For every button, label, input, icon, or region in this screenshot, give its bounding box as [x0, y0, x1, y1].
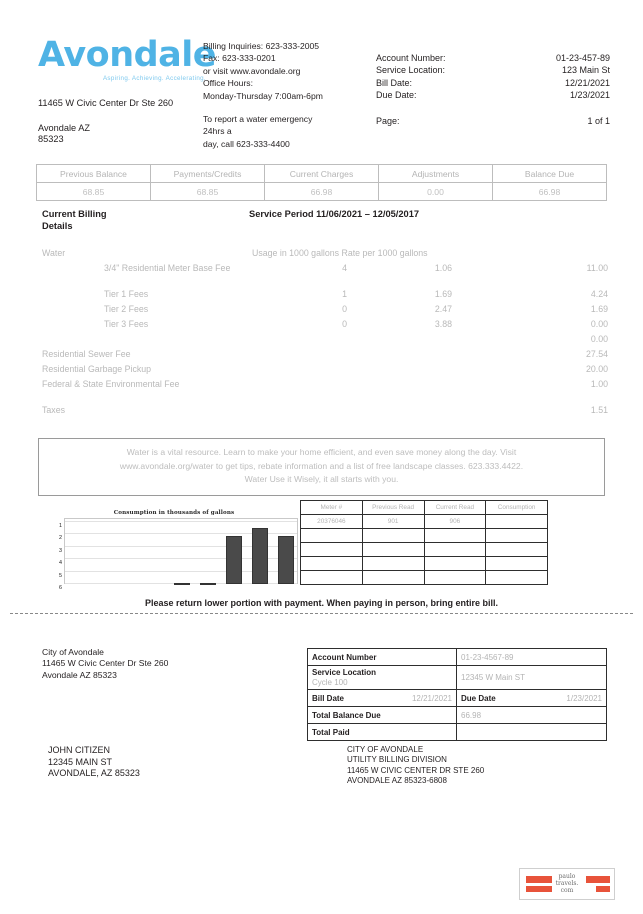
summary-header-balance-due: Balance Due: [493, 165, 607, 183]
consumption-chart: [50, 510, 298, 590]
meter-table-cell: [362, 571, 424, 585]
billing-inquiries-line: Billing Inquiries: 623-333-2005: [203, 41, 320, 51]
service-location-row: [376, 64, 610, 76]
customer-address: [48, 745, 140, 780]
remit-line4: AVONDALE AZ 85323-6808: [347, 776, 447, 786]
stub-row-total-paid: [308, 724, 607, 741]
account-summary-block: [376, 52, 610, 127]
stub-city-address2: Avondale AZ 85323: [42, 669, 117, 680]
due-date-row: [376, 89, 610, 101]
billing-detail-lines: [42, 248, 608, 420]
conservation-message-line1: Water is a vital resource. Learn to make your home efficient, and even save money along the day. Visit: [126, 447, 517, 457]
meter-column-header: Previous Read: [362, 501, 424, 515]
detail-usage: 0: [342, 319, 347, 329]
detail-label: Tier 1 Fees: [104, 289, 149, 299]
stub-row-dates: [308, 690, 607, 707]
detail-label: Tier 3 Fees: [104, 319, 149, 329]
meter-table-row: [301, 557, 548, 571]
chart-y-tick: 1: [59, 523, 62, 529]
summary-header-payments-credits: Payments/Credits: [151, 165, 265, 183]
detail-amount: 27.54: [585, 349, 608, 359]
sender-address-line3: 85323: [38, 134, 64, 144]
detail-row: [42, 319, 608, 334]
office-hours-label: Office Hours:: [203, 78, 253, 89]
stub-bill-date-label: Bill Date: [312, 693, 345, 703]
due-date-value: 1/23/2021: [569, 90, 610, 101]
bill-date-label: Bill Date:: [376, 77, 413, 88]
stub-city-address: [42, 647, 168, 681]
detail-usage: 0: [342, 304, 347, 314]
meter-column-header: Consumption: [486, 501, 548, 515]
detail-amount: 0.00: [590, 319, 608, 329]
stub-service-location-label-text: Service Location: [312, 668, 377, 677]
stub-due-date-cell: [457, 690, 607, 707]
office-hours-value: Monday-Thursday 7:00am-6pm: [203, 90, 323, 101]
detail-amount: 20.00: [585, 364, 608, 374]
chart-y-tick: 6: [59, 585, 62, 591]
chart-y-axis: [50, 524, 64, 590]
stub-due-date-value: 1/23/2021: [566, 693, 602, 703]
chart-bar: [174, 583, 190, 585]
sender-address-line1: 11465 W Civic Center Dr Ste 260: [38, 98, 174, 108]
remit-line1: CITY OF AVONDALE: [347, 745, 424, 754]
stub-city-name: City of Avondale: [42, 647, 104, 657]
meter-table-cell: [486, 515, 548, 529]
meter-table-cell: [424, 557, 486, 571]
paulotravels-watermark: [519, 868, 615, 900]
stub-row-account-number: [308, 649, 607, 666]
meter-table-cell: [424, 571, 486, 585]
summary-header-adjustments: Adjustments: [379, 165, 493, 183]
stub-bill-date-value: 12/21/2021: [411, 693, 452, 703]
emergency-line2: 24hrs a: [203, 126, 232, 137]
meter-table-cell: [424, 543, 486, 557]
watermark-line2: travels.: [555, 880, 579, 887]
bill-date-row: [376, 77, 610, 89]
current-billing-title: [42, 209, 107, 232]
stub-service-location-label: [308, 666, 457, 690]
page-label: Page:: [376, 115, 400, 126]
detail-rate: 1.06: [434, 263, 452, 273]
detail-amount: 1.69: [590, 304, 608, 314]
stub-total-paid-label: Total Paid: [308, 724, 457, 741]
stub-total-balance-value: 66.98: [457, 707, 607, 724]
detail-row-subtotal: [42, 334, 608, 349]
chart-plot-area: [64, 518, 298, 584]
fax-line: Fax: 623-333-0201: [203, 53, 276, 64]
meter-table-row: [301, 571, 548, 585]
stub-account-number-label: Account Number: [308, 649, 457, 666]
detail-usage: 4: [342, 263, 347, 273]
meter-table-cell: [362, 557, 424, 571]
chart-bar: [252, 528, 268, 584]
chart-title: Consumption in thousands of gallons: [113, 510, 235, 516]
detail-row: [42, 304, 608, 319]
summary-value-previous-balance: 68.85: [37, 183, 151, 201]
service-location-value: 123 Main St: [561, 65, 610, 76]
page-value: 1 of 1: [587, 115, 610, 126]
due-date-label: Due Date:: [376, 90, 417, 101]
watermark-text: [520, 873, 614, 894]
stub-bill-date-cell: [308, 690, 457, 707]
detail-label: Residential Garbage Pickup: [42, 364, 152, 374]
detail-row: [42, 364, 608, 379]
summary-value-balance-due: 66.98: [493, 183, 607, 201]
remit-line3: 11465 W CIVIC CENTER DR STE 260: [347, 765, 485, 775]
current-billing-title-line2: Details: [42, 220, 73, 231]
detail-usage: 1: [342, 289, 347, 299]
meter-column-header: Meter #: [301, 501, 363, 515]
watermark-line3: com: [560, 887, 574, 894]
account-number-label: Account Number:: [376, 53, 446, 63]
conservation-message-line3: Water Use it Wisely, it all starts with you.: [244, 474, 399, 484]
remittance-address: [347, 745, 484, 787]
stub-total-balance-label: Total Balance Due: [308, 707, 457, 724]
account-number-value: 01-23-457-89: [555, 53, 610, 63]
chart-bar: [200, 583, 216, 585]
stub-account-number-value: 01-23-4567-89: [457, 649, 607, 666]
detail-label: Tier 2 Fees: [104, 304, 149, 314]
meter-table-cell: [301, 571, 363, 585]
water-section-header: [42, 248, 608, 263]
detail-row: [42, 349, 608, 364]
sender-address: [38, 98, 173, 146]
meter-table-cell: [486, 557, 548, 571]
meter-table-cell: [362, 529, 424, 543]
logo-wordmark: Avondale: [38, 35, 217, 75]
detail-rate: 3.88: [434, 319, 452, 329]
stub-due-date-label: Due Date: [461, 693, 496, 703]
chart-gridline: [65, 521, 297, 522]
emergency-line1: To report a water emergency: [203, 114, 313, 125]
detail-label: Federal & State Environmental Fee: [42, 379, 180, 389]
detail-label: 3/4" Residential Meter Base Fee: [104, 263, 231, 273]
customer-address2: AVONDALE, AZ 85323: [48, 768, 140, 779]
tear-off-divider: [10, 613, 633, 614]
detail-row: [42, 289, 608, 304]
current-billing-title-line1: Current Billing: [42, 209, 107, 219]
meter-table-cell: [486, 571, 548, 585]
stub-total-paid-value[interactable]: [457, 724, 607, 741]
summary-value-payments-credits: 68.85: [151, 183, 265, 201]
detail-row: [42, 263, 608, 289]
stub-cycle-label: Cycle 100: [312, 678, 348, 687]
service-period: Service Period 11/06/2021 – 12/05/2017: [249, 209, 420, 219]
summary-header-current-charges: Current Charges: [265, 165, 379, 183]
detail-label: Taxes: [42, 405, 65, 415]
avondale-logo: [38, 35, 217, 82]
detail-amount: 1.00: [590, 379, 608, 389]
meter-table-cell: [486, 529, 548, 543]
stub-remittance-table: [307, 648, 607, 741]
sender-address-line2: Avondale AZ: [38, 122, 90, 133]
detail-amount: 1.51: [590, 405, 608, 415]
stub-row-total-balance: [308, 707, 607, 724]
meter-column-header: Current Read: [424, 501, 486, 515]
summary-header-previous-balance: Previous Balance: [37, 165, 151, 183]
summary-value-current-charges: 66.98: [265, 183, 379, 201]
meter-header-row: [301, 501, 548, 515]
chart-y-tick: 5: [59, 572, 62, 579]
remit-line2: UTILITY BILLING DIVISION: [347, 755, 447, 765]
detail-amount: 4.24: [590, 289, 608, 299]
logo-tagline: Aspiring. Achieving. Accelerating.: [102, 75, 206, 82]
meter-table-row: [301, 543, 548, 557]
detail-rate: 2.47: [434, 304, 452, 314]
stub-service-location-value: 12345 W Main ST: [457, 666, 607, 690]
chart-bar: [278, 536, 294, 584]
website-line: or visit www.avondale.org: [203, 65, 301, 76]
meter-table-row: [301, 529, 548, 543]
meter-table-cell: [301, 529, 363, 543]
usage-rate-column-header: Usage in 1000 gallons Rate per 1000 gallons: [252, 248, 428, 258]
page-row: [376, 115, 610, 127]
detail-row: [42, 379, 608, 405]
detail-label: Residential Sewer Fee: [42, 349, 131, 359]
watermark-line1: paulo: [558, 873, 576, 880]
detail-amount: 0.00: [590, 334, 608, 344]
meter-table-cell: 906: [424, 515, 486, 529]
meter-table-cell: 901: [362, 515, 424, 529]
summary-value-adjustments: 0.00: [379, 183, 493, 201]
detail-rate: 1.69: [434, 289, 452, 299]
summary-value-row: [37, 183, 607, 201]
customer-address1: 12345 MAIN ST: [48, 756, 113, 767]
conservation-message-box: [38, 438, 605, 496]
meter-table-cell: [301, 557, 363, 571]
meter-table-cell: [486, 543, 548, 557]
meter-table-cell: 20376046: [301, 515, 363, 529]
chart-y-tick: 3: [59, 547, 62, 554]
meter-table-row: [301, 515, 548, 529]
customer-name: JOHN CITIZEN: [48, 745, 110, 755]
summary-header-row: [37, 165, 607, 183]
stub-row-service-location: [308, 666, 607, 690]
account-number-row: [376, 52, 610, 64]
balance-summary-table: [36, 164, 607, 201]
meter-table-cell: [301, 543, 363, 557]
chart-y-tick: 2: [59, 535, 62, 542]
emergency-line3: day, call 623-333-4400: [203, 138, 290, 149]
chart-bar: [226, 536, 242, 584]
water-section-label: Water: [42, 248, 66, 258]
chart-y-tick: 4: [59, 560, 62, 567]
contact-info: [203, 40, 383, 150]
detail-amount: 11.00: [586, 263, 608, 273]
service-location-label: Service Location:: [376, 65, 446, 76]
meter-table-cell: [424, 529, 486, 543]
conservation-message-line2: www.avondale.org/water to get tips, rebate information and a list of free landscape classes. 623.333.4422.: [119, 460, 524, 471]
detail-row: [42, 405, 608, 420]
meter-table-cell: [362, 543, 424, 557]
return-portion-note: Please return lower portion with payment. When paying in person, bring entire bill.: [144, 598, 499, 608]
meter-reading-table: [300, 500, 548, 585]
stub-city-address1: 11465 W Civic Center Dr Ste 260: [42, 658, 169, 669]
bill-date-value: 12/21/2021: [564, 77, 610, 88]
